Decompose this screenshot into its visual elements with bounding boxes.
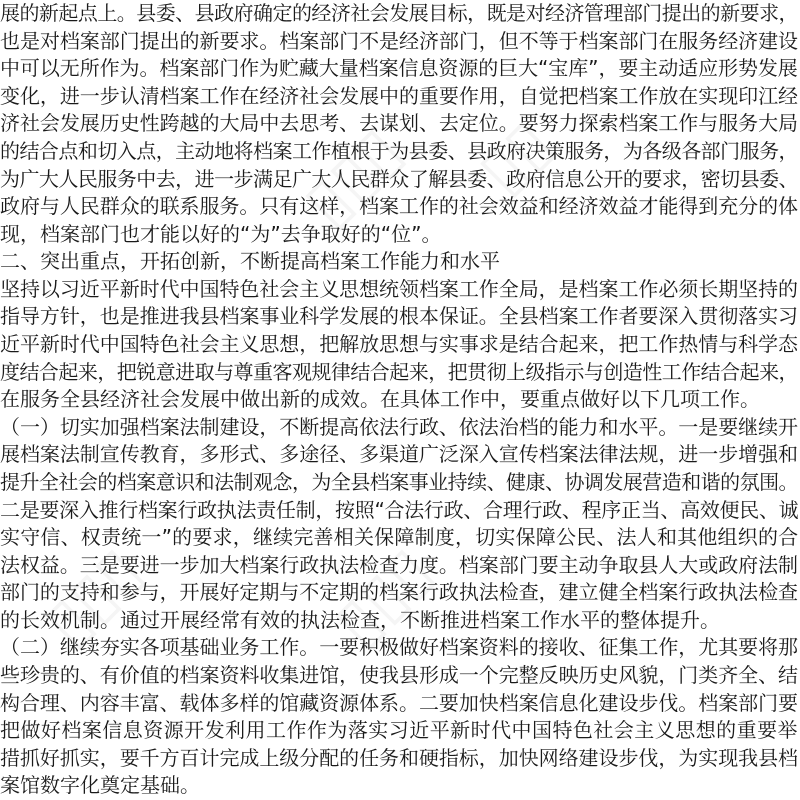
text-line-3: 中可以无所作为。档案部门作为贮藏大量档案信息资源的巨大“宝库”，要主动适应形势发展	[0, 56, 798, 81]
watermark: ▯▯	[464, 105, 567, 209]
text-line-19: 二是要深入推行档案行政执法责任制，按照“合法行政、合理行政、程序正当、高效便民、诚	[0, 497, 799, 522]
text-line-4: 变化，进一步认清档案工作在经济社会发展中的重要作用，自觉把档案工作放在实现印江经	[0, 83, 798, 108]
section-heading: 二、突出重点，开拓创新，不断提高档案工作能力和水平	[0, 249, 500, 274]
text-line-9: 现，档案部门也才能以好的“为”去争取好的“位”。	[0, 221, 442, 246]
text-line-21: 法权益。三是要进一步加大档案行政执法检查力度。档案部门要主动争取县人大或政府法制	[0, 552, 798, 577]
text-line-20: 实守信、权责统一”的要求，继续完善相关保障制度，切实保障公民、法人和其他组织的合	[0, 525, 799, 550]
text-line-25: 些珍贵的、有价值的档案资料收集进馆，使我县形成一个完整反映历史风貌，门类齐全、结	[0, 663, 798, 688]
text-line-28: 措抓好抓实，要千方百计完成上级分配的任务和硬指标，加快网络建设步伐，为实现我县档	[0, 745, 798, 770]
subsection-two-start: （二）继续夯实各项基础业务工作。一要积极做好档案资料的接收、征集工作，尤其要将那	[0, 635, 798, 660]
text-line-29: 案馆数字化奠定基础。	[0, 773, 200, 798]
text-line-12: 指导方针，也是推进我县档案事业科学发展的根本保证。全县档案工作者要深入贯彻落实习	[0, 304, 798, 329]
subsection-one-start: （一）切实加强档案法制建设，不断提高依法行政、依法治档的能力和水平。一是要继续开	[0, 414, 798, 439]
watermark: ▯▯▯	[289, 113, 417, 241]
text-line-5: 济社会发展历史性跨越的大局中去思考、去谋划、去定位。要努力探索档案工作与服务大局	[0, 111, 798, 136]
text-line-2: 也是对档案部门提出的新要求。档案部门不是经济部门，但不等于档案部门在服务经济建设	[0, 28, 798, 53]
text-line-11: 坚持以习近平新时代中国特色社会主义思想统领档案工作全局，是档案工作必须长期坚持的	[0, 276, 798, 301]
text-line-18: 提升全社会的档案意识和法制观念，为全县档案事业持续、健康、协调发展营造和谐的氛围。	[0, 469, 798, 494]
text-line-27: 把做好档案信息资源开发利用工作作为落实习近平新时代中国特色社会主义思想的重要举	[0, 718, 798, 743]
text-line-15: 在服务全县经济社会发展中做出新的成效。在具体工作中，要重点做好以下几项工作。	[0, 387, 760, 412]
text-line-8: 政府与人民群众的联系服务。只有这样，档案工作的社会效益和经济效益才能得到充分的体	[0, 194, 798, 219]
text-line-17: 展档案法制宣传教育，多形式、多途径、多渠道广泛深入宣传档案法律法规，进一步增强和	[0, 442, 798, 467]
text-line-1: 展的新起点上。县委、县政府确定的经济社会发展目标，既是对经济管理部门提出的新要求，	[0, 1, 798, 25]
watermark: ▯▯▯	[29, 533, 157, 661]
text-line-13: 近平新时代中国特色社会主义思想，把解放思想与实事求是结合起来，把工作热情与科学态	[0, 332, 798, 357]
text-line-23: 的长效机制。通过开展经常有效的执法检查，不断推进档案工作水平的整体提升。	[0, 607, 720, 632]
watermark: ▯▯▯	[319, 533, 447, 661]
text-line-26: 构合理、内容丰富、载体多样的馆藏资源体系。二要加快档案信息化建设步伐。档案部门要	[0, 690, 798, 715]
text-line-14: 度结合起来，把锐意进取与尊重客观规律结合起来，把贯彻上级指示与创造性工作结合起来，	[0, 359, 798, 384]
text-line-6: 的结合点和切入点，主动地将档案工作植根于为县委、县政府决策服务，为各级各部门服务，	[0, 138, 798, 163]
text-line-7: 为广大人民服务中去，进一步满足广大人民群众了解县委、政府信息公开的要求，密切县委、	[0, 166, 798, 191]
text-line-22: 部门的支持和参与，开展好定期与不定期的档案行政执法检查，建立健全档案行政执法检查	[0, 580, 798, 605]
